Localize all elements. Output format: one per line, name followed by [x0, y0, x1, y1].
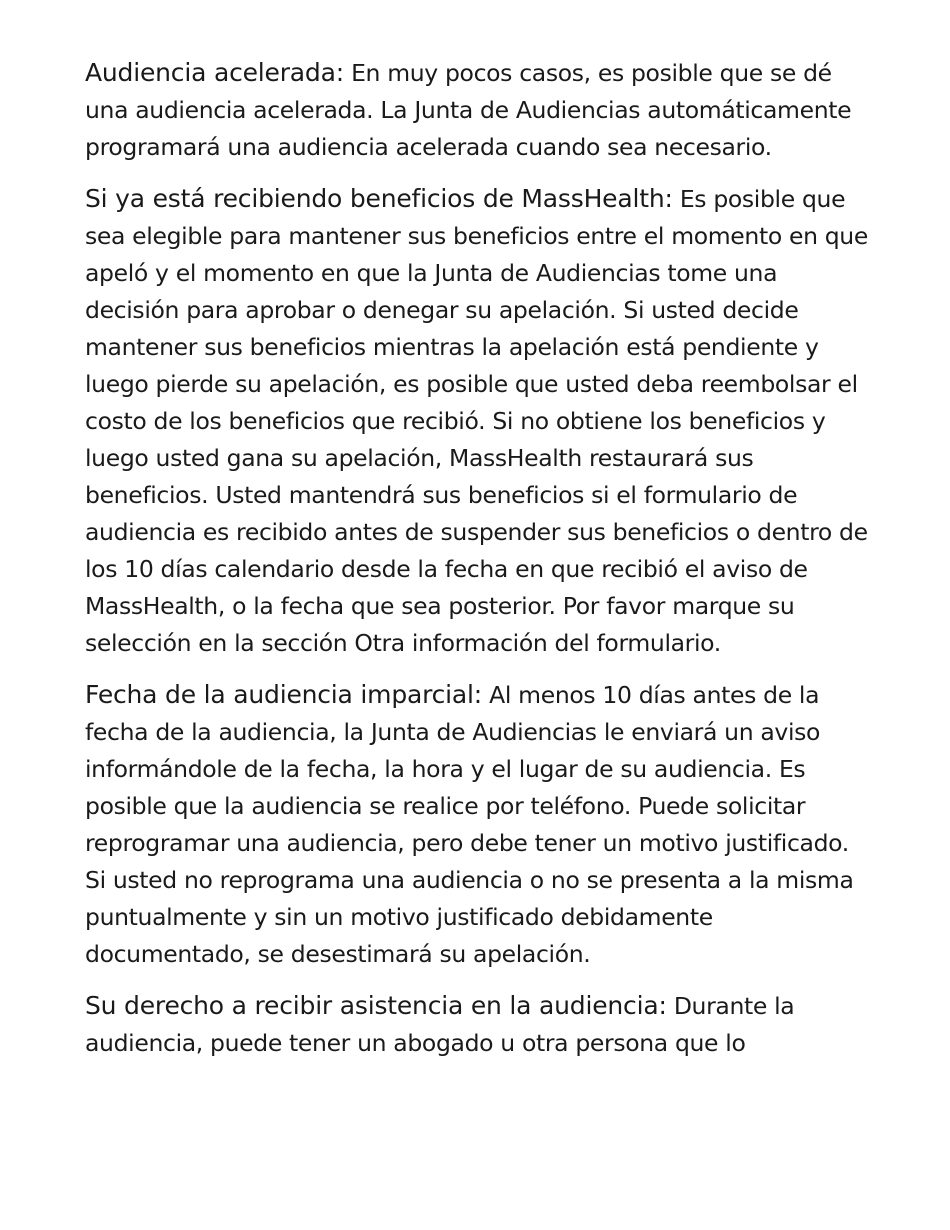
hearing-assistance-heading: Su derecho a recibir asistencia en la audiencia:: [85, 991, 667, 1020]
hearing-assistance-paragraph: [85, 987, 875, 1062]
current-benefits-paragraph: [85, 180, 875, 662]
current-benefits-heading: Si ya está recibiendo beneficios de MassHealth:: [85, 184, 673, 213]
document-page: [85, 54, 875, 1076]
current-benefits-body: Es posible que sea elegible para mantener sus beneficios entre el momento en que apeló y el momento en que la Junta de Audiencias tome una decisión para aprobar o denegar su apelación. Si usted decide mantener sus beneficios mientras la apelación está pendiente y luego pierde su apelación, es posible que usted deba reembolsar el costo de los beneficios que recibió. Si no obtiene los beneficios y luego usted gana su apelación, MassHealth restaurará sus beneficios. Usted mantendrá sus beneficios si el formulario de audiencia es recibido antes de suspender sus beneficios o dentro de los 10 días calendario desde la fecha en que recibió el aviso de MassHealth, o la fecha que sea posterior. Por favor marque su selección en la sección Otra información del formulario.: [85, 185, 868, 657]
hearing-assistance-body: Durante la audiencia, puede tener un abogado u otra persona que lo: [85, 992, 795, 1057]
hearing-date-heading: Fecha de la audiencia imparcial:: [85, 680, 483, 709]
hearing-date-paragraph: [85, 676, 875, 973]
expedited-hearing-body: En muy pocos casos, es posible que se dé una audiencia acelerada. La Junta de Audiencias automáticamente programará una audiencia acelerada cuando sea necesario.: [85, 59, 852, 161]
hearing-date-body: Al menos 10 días antes de la fecha de la audiencia, la Junta de Audiencias le enviará un aviso informándole de la fecha, la hora y el lugar de su audiencia. Es posible que la audiencia se realice por teléfono. Puede solicitar reprogramar una audiencia, pero debe tener un motivo justificado. Si usted no reprograma una audiencia o no se presenta a la misma puntualmente y sin un motivo justificado debidamente documentado, se desestimará su apelación.: [85, 681, 854, 968]
expedited-hearing-paragraph: [85, 54, 875, 166]
expedited-hearing-heading: Audiencia acelerada:: [85, 58, 344, 87]
